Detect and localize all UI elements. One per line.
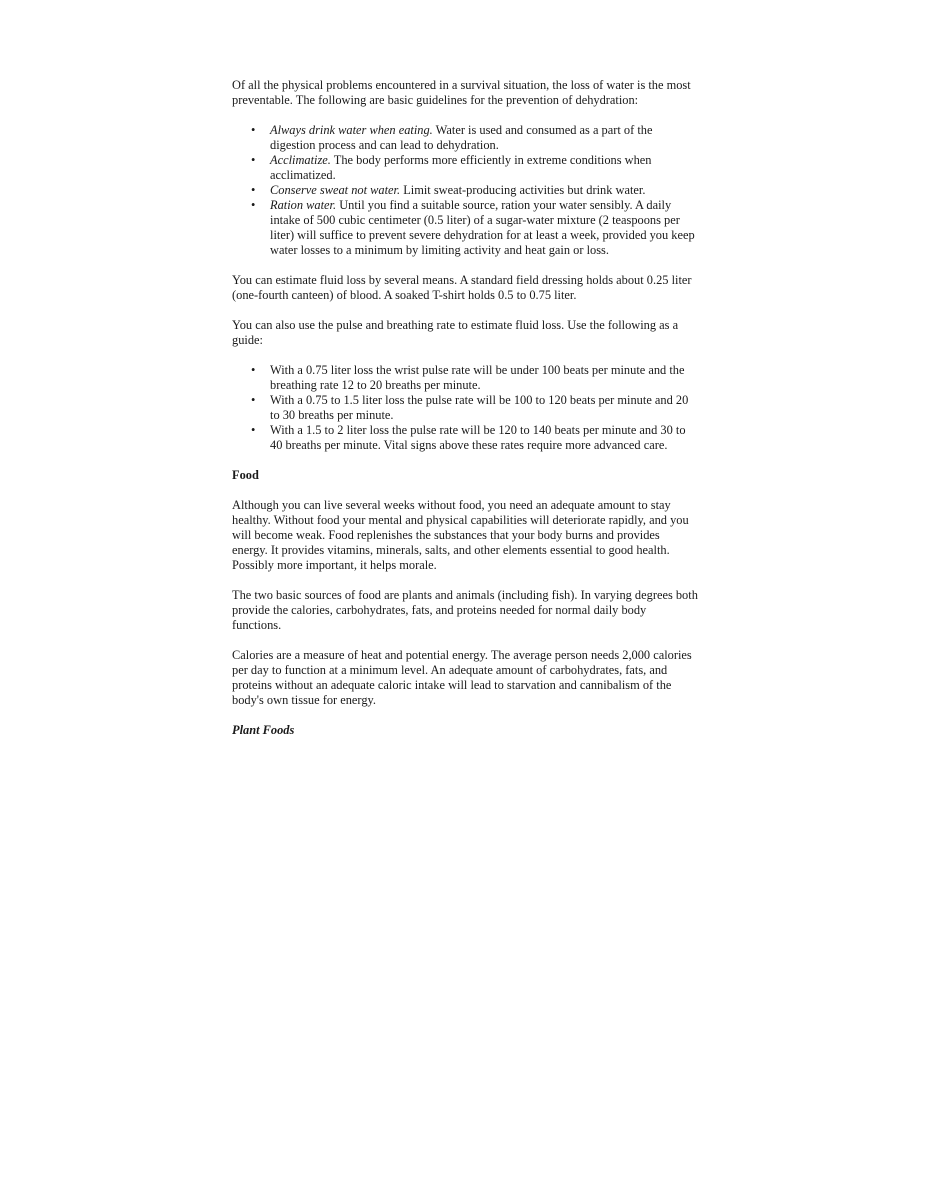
guideline-lead: Ration water. (270, 198, 337, 212)
plant-foods-heading: Plant Foods (232, 723, 295, 737)
guideline-text: Water is used and consumed as a part of the digestion process and can lead to dehydration. (270, 123, 653, 152)
guideline-text: Limit sweat-producing activities but drink water. (400, 183, 646, 197)
intro-paragraph: Of all the physical problems encountered in a survival situation, the loss of water is the most preventable. The following are basic guidelines for the prevention of dehydration: (232, 78, 691, 107)
guideline-text: The body performs more efficiently in extreme conditions when acclimatized. (270, 153, 652, 182)
list-item (232, 198, 698, 258)
calories-paragraph: Calories are a measure of heat and potential energy. The average person needs 2,000 calories per day to function at a minimum level. An adequate amount of carbohydrates, fats, and proteins without an adequate caloric intake will lead to starvation and cannibalism of the body's own tissue for energy. (232, 648, 692, 707)
guideline-lead: Conserve sweat not water. (270, 183, 401, 197)
pulse-intro-paragraph: You can also use the pulse and breathing rate to estimate fluid loss. Use the following as a guide: (232, 318, 679, 347)
fluid-loss-paragraph: You can estimate fluid loss by several means. A standard field dressing holds about 0.25 liter (one-fourth canteen) of blood. A soaked T-shirt holds 0.5 to 0.75 liter. (232, 273, 692, 302)
list-item: • With a 0.75 liter loss the wrist pulse rate will be under 100 beats per minute and the breathing rate 12 to 20 breaths per minute. (232, 363, 698, 393)
list-item: • With a 1.5 to 2 liter loss the pulse rate will be 120 to 140 beats per minute and 30 to 40 breaths per minute. Vital signs above these rates require more advanced care. (232, 423, 698, 453)
document-page (232, 78, 698, 738)
list-item (232, 123, 698, 153)
dehydration-guidelines-list (232, 123, 698, 258)
food-heading: Food (232, 468, 259, 482)
pulse-rate-list (232, 363, 698, 453)
guideline-lead: Always drink water when eating. (270, 123, 433, 137)
guideline-text: Until you find a suitable source, ration your water sensibly. A daily intake of 500 cubic centimeter (0.5 liter) of a sugar-water mixture (2 teaspoons per liter) will suffice to prevent severe dehydration for at least a week, provided you keep water losses to a minimum by limiting activity and heat gain or loss. (270, 198, 695, 257)
list-item (232, 183, 698, 198)
list-item: • With a 0.75 to 1.5 liter loss the pulse rate will be 100 to 120 beats per minute and 20 to 30 breaths per minute. (232, 393, 698, 423)
food-paragraph: Although you can live several weeks without food, you need an adequate amount to stay healthy. Without food your mental and physical capabilities will deteriorate rapidly, and you will become weak. Food replenishes the substances that your body burns and provides energy. It provides vitamins, minerals, salts, and other elements essential to good health. Possibly more important, it helps morale. (232, 498, 689, 572)
food-sources-paragraph: The two basic sources of food are plants and animals (including fish). In varying degrees both provide the calories, carbohydrates, fats, and proteins needed for normal daily body functions. (232, 588, 698, 632)
list-item (232, 153, 698, 183)
guideline-lead: Acclimatize. (270, 153, 331, 167)
